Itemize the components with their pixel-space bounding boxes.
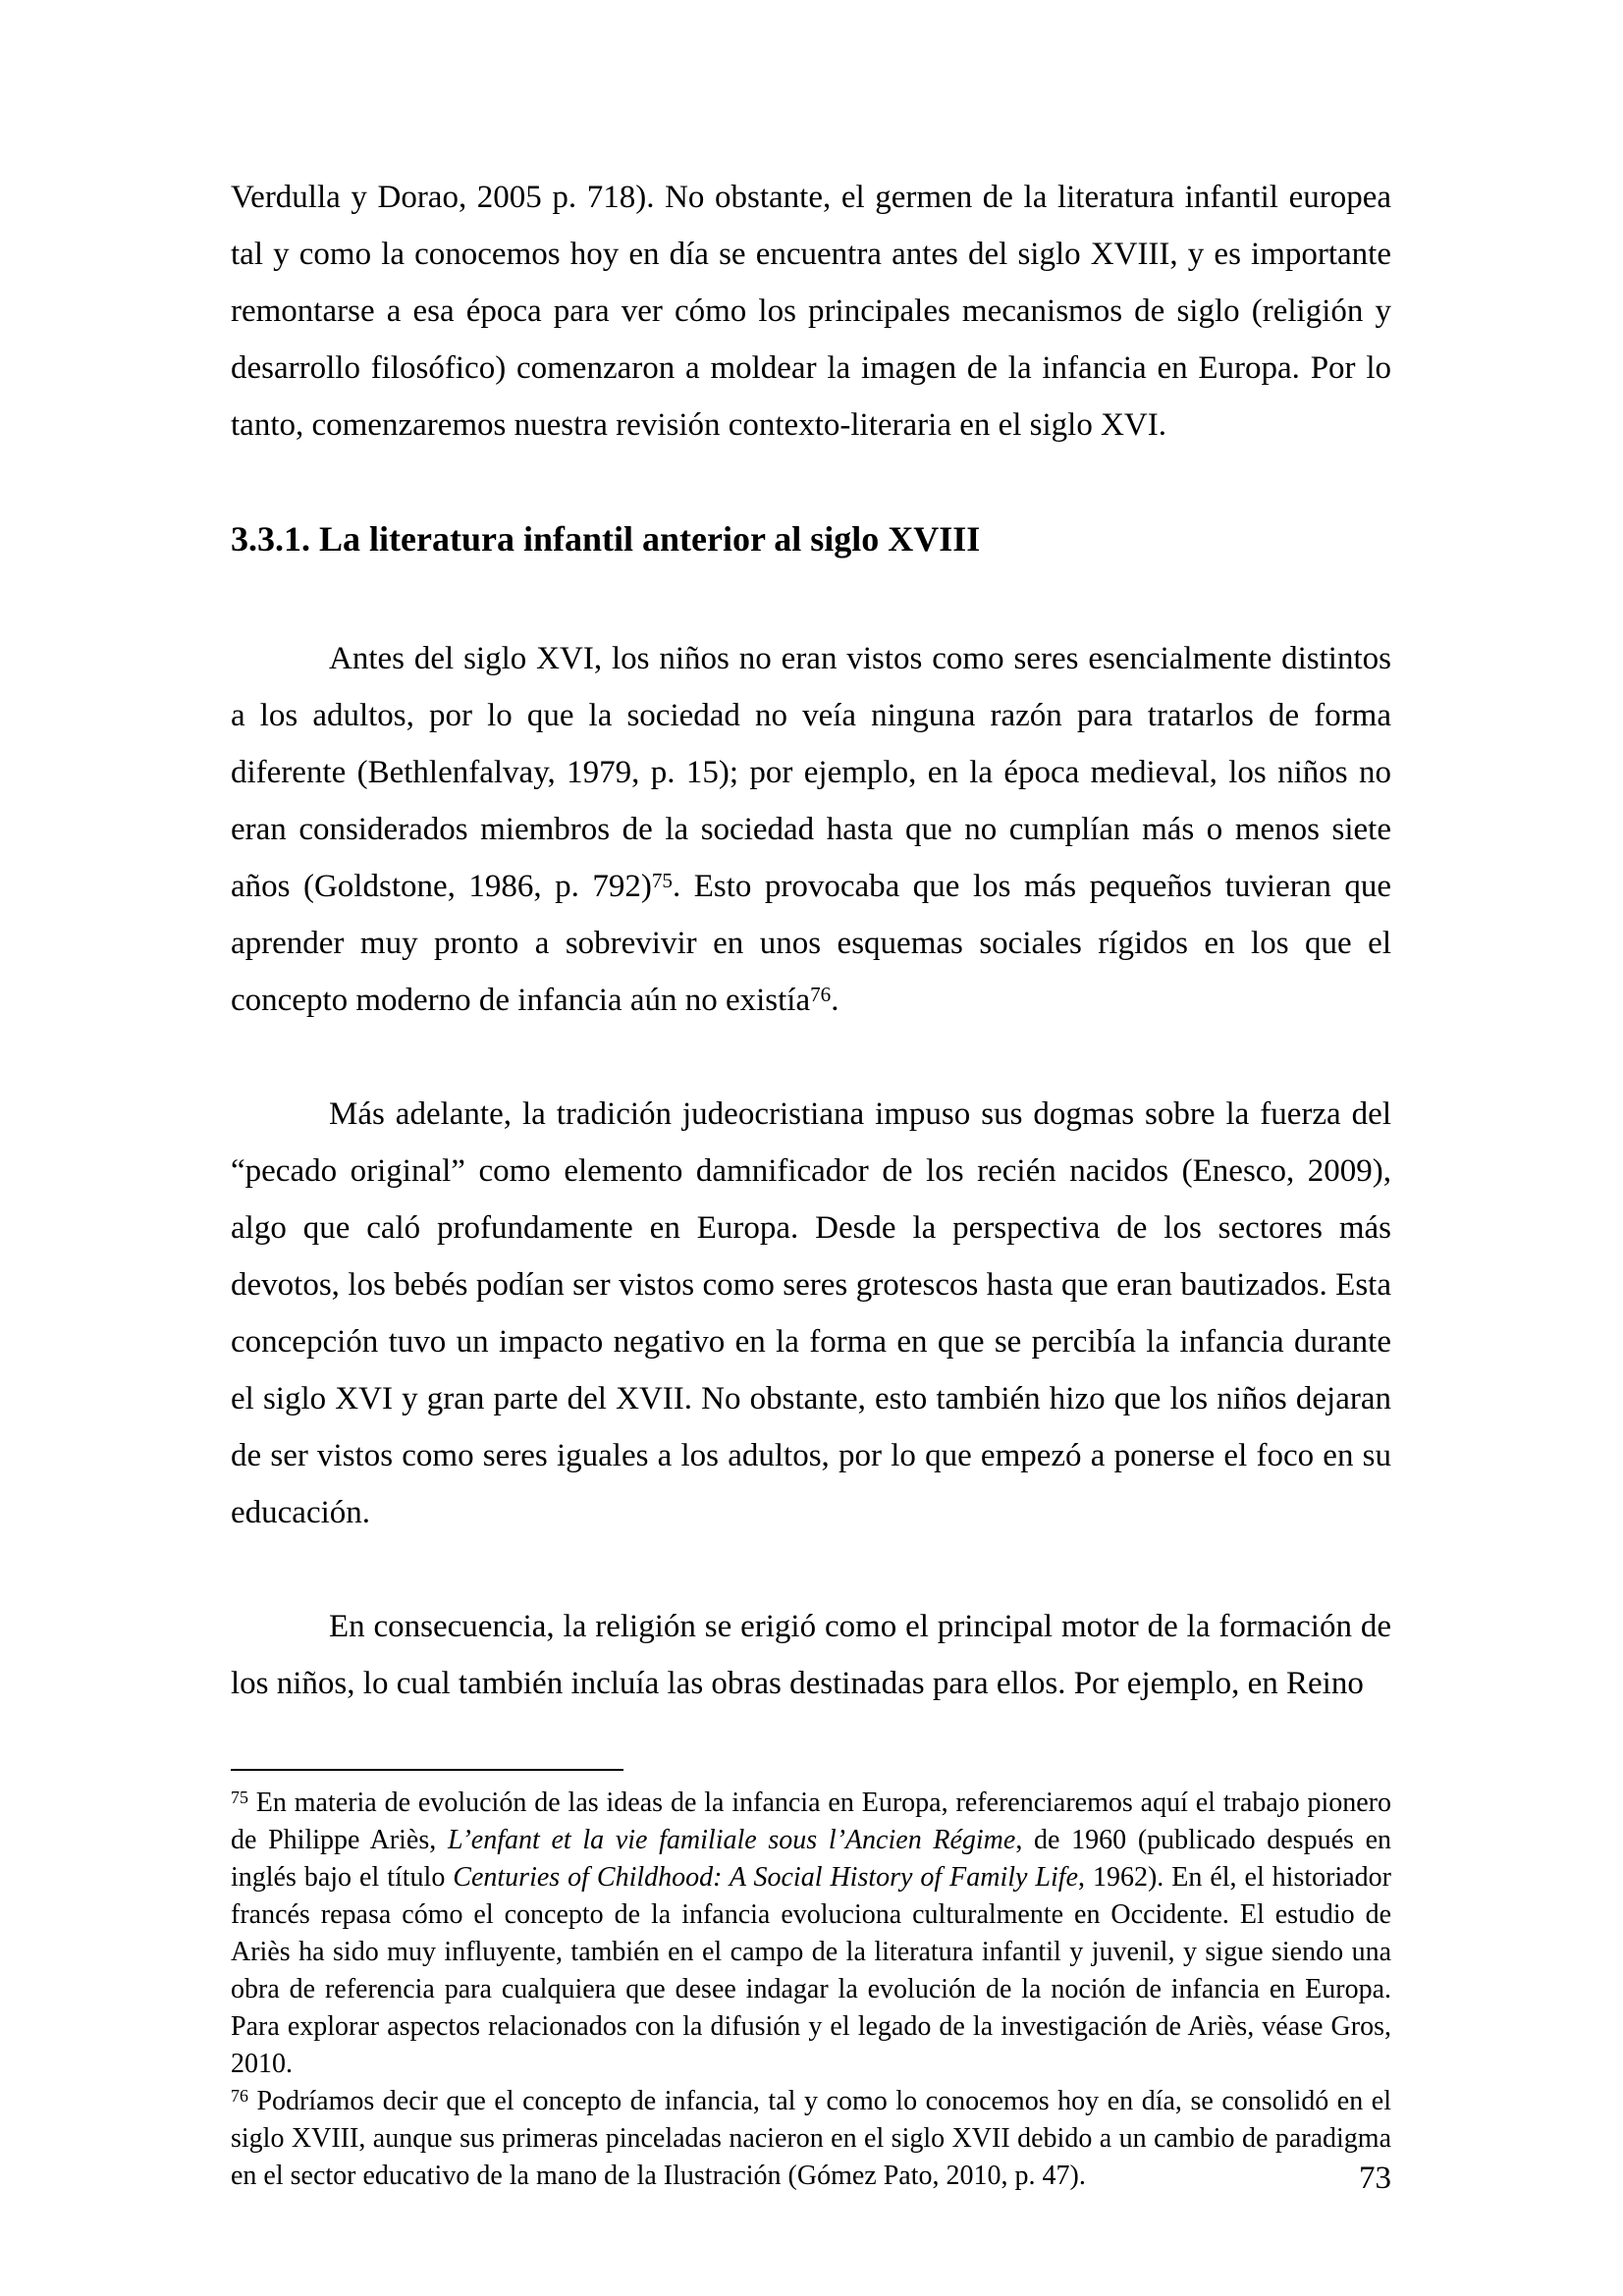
paragraph-4: En consecuencia, la religión se erigió como el principal motor de la formación de los niños, lo cual también incluía las obras destinadas para ellos. Por ejemplo, en Reino <box>231 1609 1391 1701</box>
footnote-75-segment: En materia de evolución de las ideas de la infancia en Europa, referenciaremos aquí el trabajo pionero de Philippe Ariès, <box>231 1788 1391 1855</box>
footnote-separator <box>231 1769 623 1771</box>
paragraph-1: Verdulla y Dorao, 2005 p. 718). No obstante, el germen de la literatura infantil europea tal y como la conocemos hoy en día se encuentra antes del siglo XVIII, y es importante remontarse a esa época para ver cómo los principales mecanismos de siglo (religión y desarrollo filosófico) comenzaron a moldear la imagen de la infancia en Europa. Por lo tanto, comenzaremos nuestra revisión contexto-literaria en el siglo XVI. <box>231 180 1391 443</box>
footnote-75-book-title-french: L’enfant et la vie familiale sous l’Ancien Régime <box>447 1825 1016 1855</box>
footnote-75-segment: , 1962). En él, el historiador francés repasa cómo el concepto de la infancia evoluciona culturalmente en Occidente. El estudio de Ariès ha sido muy influyente, también en el campo de la literatura infantil y juvenil, y sigue siendo una obra de referencia para cualquiera que desee indagar la evolución de la noción de infancia en Europa. Para explorar aspectos relacionados con la difusión y el legado de la investigación de Ariès, véase Gros, 2010. <box>231 1862 1391 2079</box>
footnote-75 <box>231 1785 1391 2083</box>
footnote-76-segment: Podríamos decir que el concepto de infancia, tal y como lo conocemos hoy en día, se consolidó en el siglo XVIII, aunque sus primeras pinceladas nacieron en el siglo XVII debido a un cambio de paradigma en el sector educativo de la mano de la Ilustración (Gómez Pato, 2010, p. 47). <box>231 2086 1391 2191</box>
page-number: 73 <box>1359 2161 1391 2196</box>
footnote-ref-76: 76 <box>810 982 832 1006</box>
footnote-75-number: 75 <box>231 1787 248 1807</box>
footnote-75-book-title-english: Centuries of Childhood: A Social History of Family Life <box>453 1862 1078 1893</box>
section-heading: 3.3.1. La literatura infantil anterior al siglo XVIII <box>231 519 981 559</box>
footnote-76-number: 76 <box>231 2085 248 2106</box>
paragraph-2-segment: . Esto provocaba que los más pequeños tuvieran que aprender muy pronto a sobrevivir en unos esquemas sociales rígidos en los que el concepto moderno de infancia aún no existía <box>231 869 1391 1018</box>
footnote-75-segment: , de 1960 (publicado después en inglés bajo el título <box>231 1825 1392 1893</box>
paragraph-2-segment: Antes del siglo XVI, los niños no eran vistos como seres esencialmente distintos a los adultos, por lo que la sociedad no veía ninguna razón para tratarlos de forma diferente (Bethlenfalvay, 1979, p. 15); por ejemplo, en la época medieval, los niños no eran considerados miembros de la sociedad hasta que no cumplían más o menos siete años (Goldstone, 1986, p. 792) <box>231 641 1391 904</box>
paragraph-2-segment: . <box>831 983 839 1018</box>
paragraph-3: Más adelante, la tradición judeocristiana impuso sus dogmas sobre la fuerza del “pecado original” como elemento damnificador de los recién nacidos (Enesco, 2009), algo que caló profundamente en Europa. Desde la perspectiva de los sectores más devotos, los bebés podían ser vistos como seres grotescos hasta que eran bautizados. Esta concepción tuvo un impacto negativo en la forma en que se percibía la infancia durante el siglo XVI y gran parte del XVII. No obstante, esto también hizo que los niños dejaran de ser vistos como seres iguales a los adultos, por lo que empezó a ponerse el foco en su educación. <box>231 1096 1391 1530</box>
footnote-76 <box>231 2083 1391 2195</box>
paragraph-2 <box>231 630 1391 1029</box>
footnotes-section <box>231 1785 1391 2195</box>
footnote-ref-75: 75 <box>651 868 673 892</box>
